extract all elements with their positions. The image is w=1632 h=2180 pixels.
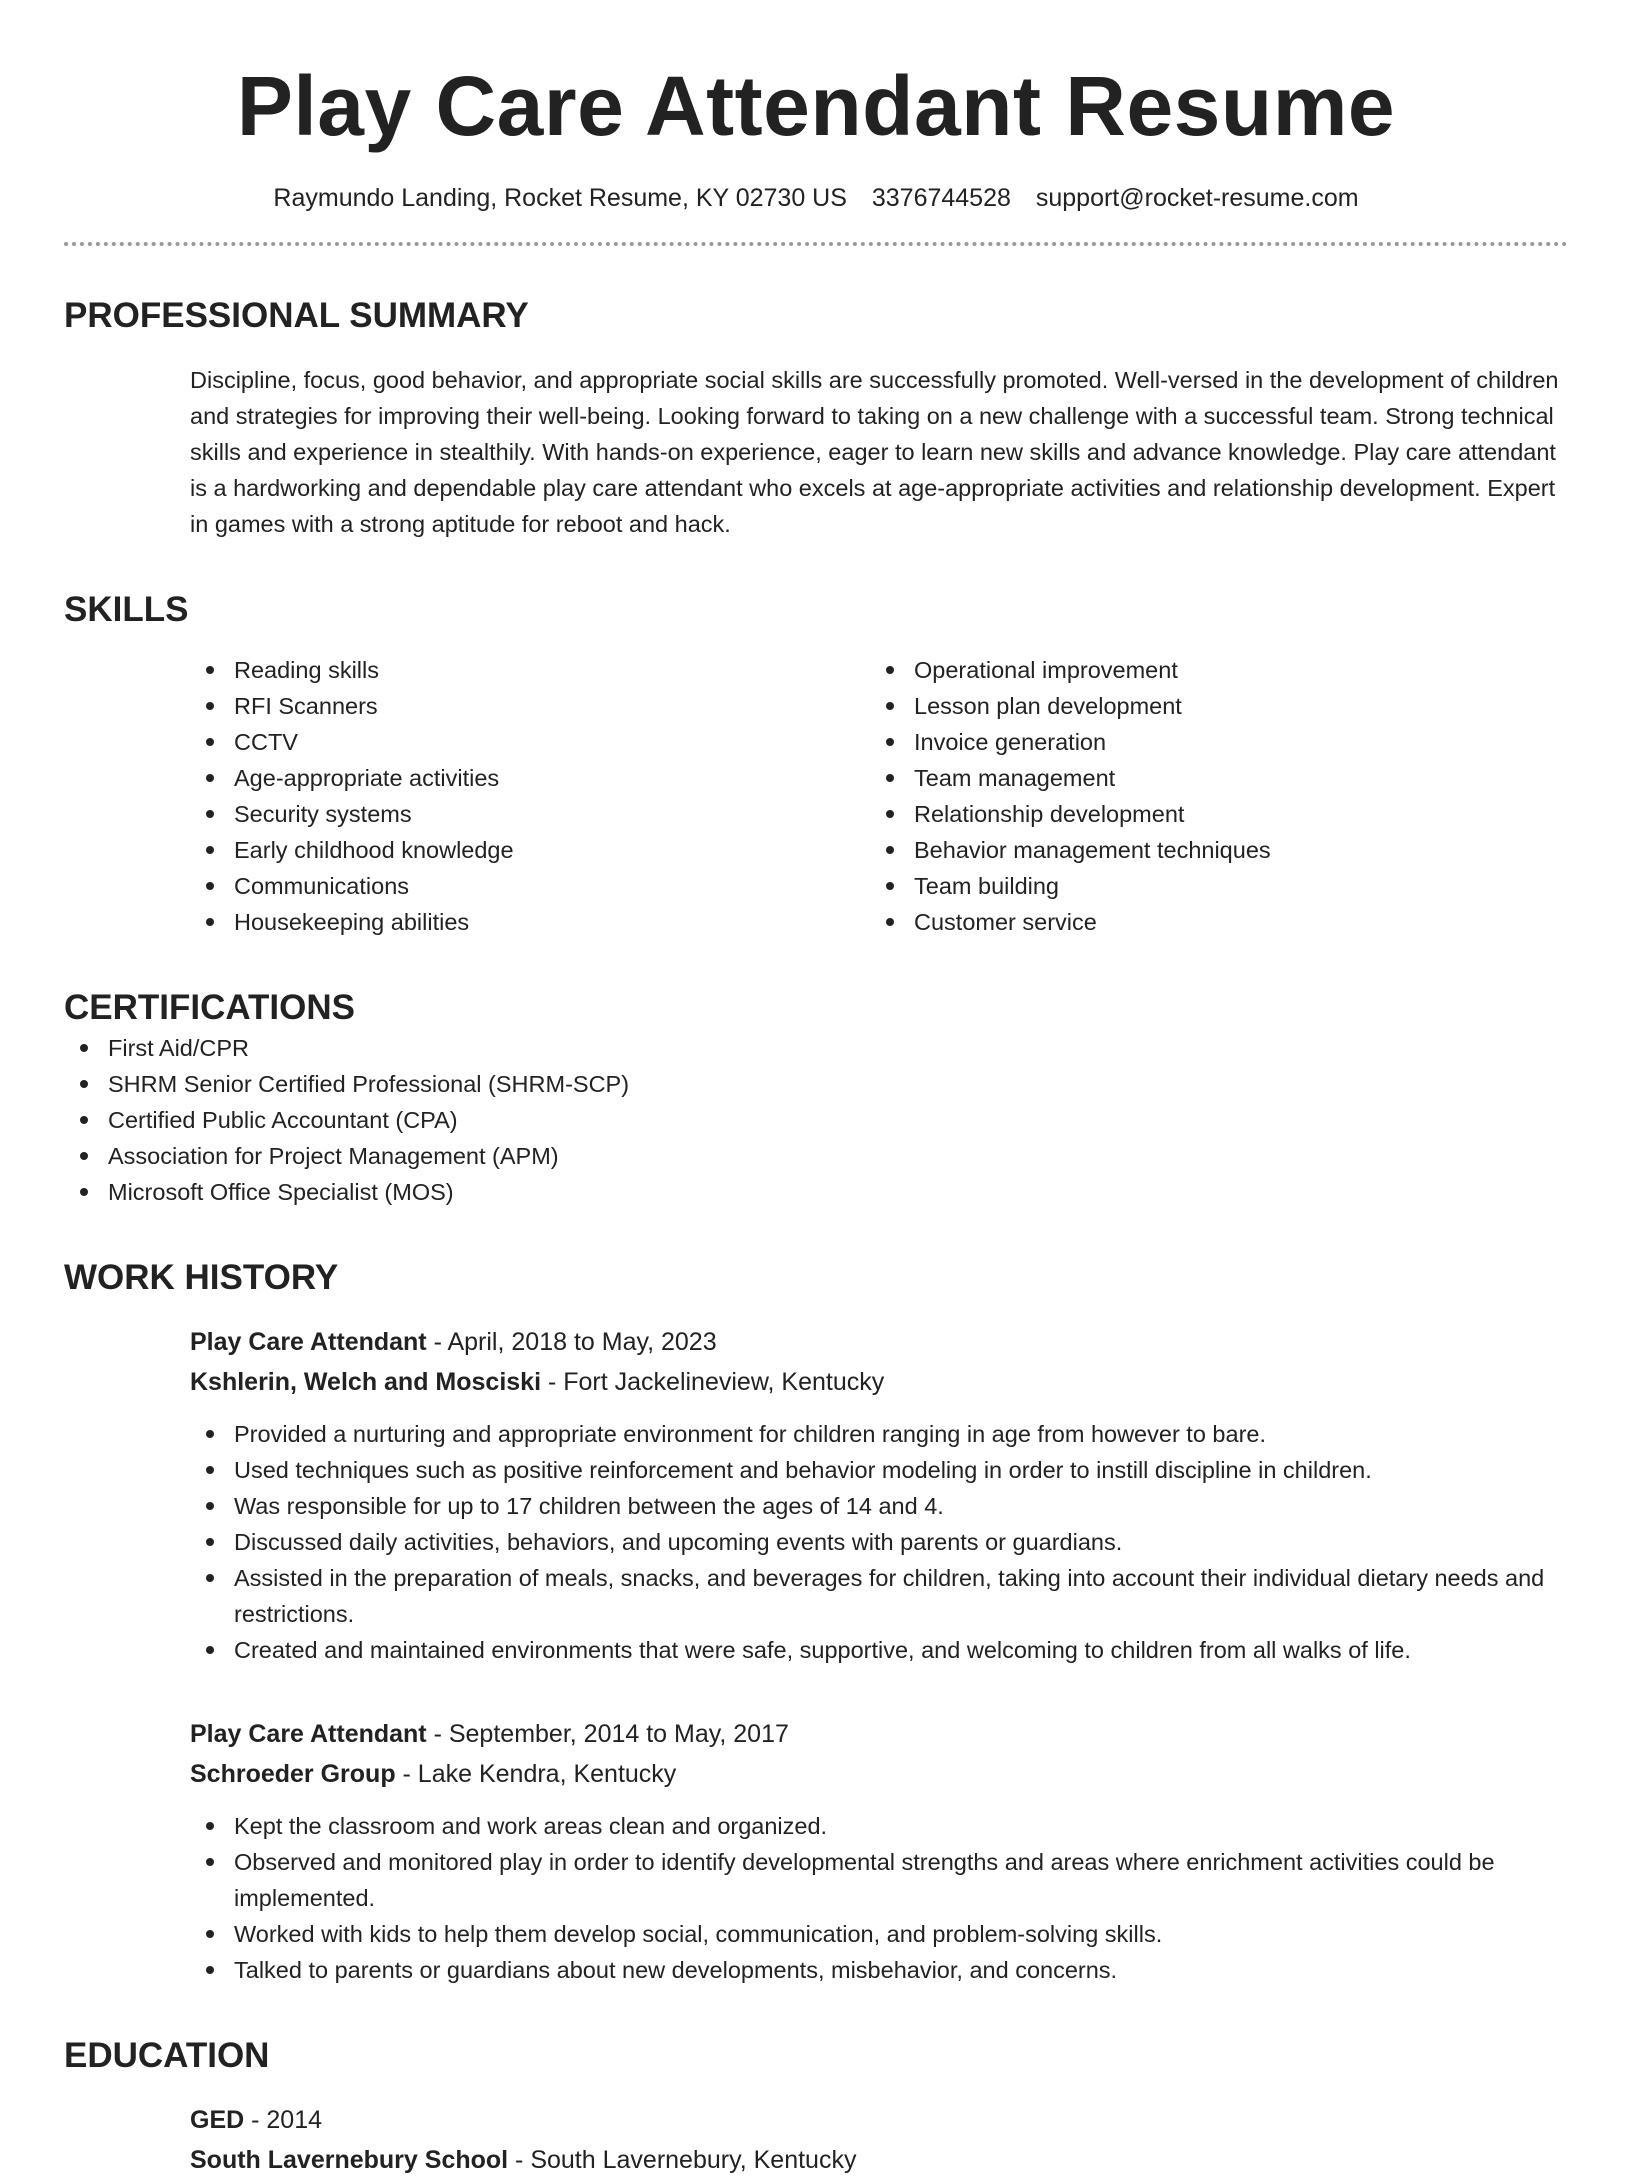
job-duty: Was responsible for up to 17 children between the ages of 14 and 4. — [190, 1488, 1568, 1524]
skill-item: Age-appropriate activities — [190, 760, 870, 796]
job-duty: Used techniques such as positive reinforcement and behavior modeling in order to instill discipline in children. — [190, 1452, 1568, 1488]
skill-item: Security systems — [190, 796, 870, 832]
job-company: Kshlerin, Welch and Mosciski — [190, 1368, 542, 1396]
job-location: - Fort Jackelineview, Kentucky — [541, 1368, 885, 1396]
job-title-line — [190, 1322, 1568, 1362]
skills-column-left — [190, 652, 870, 940]
skill-item: Behavior management techniques — [870, 832, 1550, 868]
education-school-line — [190, 2140, 1568, 2180]
education-location: - South Lavernebury, Kentucky — [508, 2146, 857, 2174]
job-role: Play Care Attendant — [190, 1720, 427, 1748]
skill-item: RFI Scanners — [190, 688, 870, 724]
resume-title: Play Care Attendant Resume — [236, 59, 1396, 153]
skill-item: Relationship development — [870, 796, 1550, 832]
job-duties-list — [190, 1416, 1568, 1668]
work-history-section — [64, 1256, 1568, 1988]
job-entry — [190, 1714, 1568, 1988]
skill-item: Housekeeping abilities — [190, 904, 870, 940]
job-company-line — [190, 1362, 1568, 1402]
job-location: - Lake Kendra, Kentucky — [395, 1760, 677, 1788]
work-history-heading: WORK HISTORY — [64, 1258, 339, 1297]
skills-column-right — [870, 652, 1550, 940]
job-title-line — [190, 1714, 1568, 1754]
job-entry — [190, 1322, 1568, 1668]
job-company-line — [190, 1754, 1568, 1794]
education-year: - 2014 — [244, 2106, 323, 2134]
job-company: Schroeder Group — [190, 1760, 396, 1788]
certification-item: Association for Project Management (APM) — [64, 1138, 1568, 1174]
skill-item: Team building — [870, 868, 1550, 904]
job-dates: - September, 2014 to May, 2017 — [426, 1720, 789, 1748]
skill-item: Communications — [190, 868, 870, 904]
skill-item: Team management — [870, 760, 1550, 796]
certification-item: Certified Public Accountant (CPA) — [64, 1102, 1568, 1138]
job-duty: Provided a nurturing and appropriate environment for children ranging in age from however to bare. — [190, 1416, 1568, 1452]
certifications-section — [64, 986, 1568, 1210]
skills-heading: SKILLS — [64, 590, 189, 629]
education-school: South Lavernebury School — [190, 2146, 509, 2174]
skill-item: Early childhood knowledge — [190, 832, 870, 868]
skill-item: Customer service — [870, 904, 1550, 940]
education-degree: GED — [190, 2106, 245, 2134]
skill-item: Invoice generation — [870, 724, 1550, 760]
job-role: Play Care Attendant — [190, 1328, 427, 1356]
education-section — [64, 2034, 1568, 2180]
job-duty: Discussed daily activities, behaviors, and upcoming events with parents or guardians. — [190, 1524, 1568, 1560]
skill-item: Lesson plan development — [870, 688, 1550, 724]
certification-item: First Aid/CPR — [64, 1030, 1568, 1066]
certifications-heading: CERTIFICATIONS — [64, 988, 356, 1027]
job-duty: Kept the classroom and work areas clean and organized. — [190, 1808, 1568, 1844]
skills-section — [64, 588, 1568, 940]
skills-grid — [190, 652, 1568, 940]
certifications-list — [64, 1030, 1568, 1210]
contact-line — [64, 182, 1568, 214]
job-dates: - April, 2018 to May, 2023 — [426, 1328, 717, 1356]
certification-item: Microsoft Office Specialist (MOS) — [64, 1174, 1568, 1210]
education-entry — [190, 2100, 1568, 2180]
job-duty: Observed and monitored play in order to identify developmental strengths and areas where enrichment activities could be implemented. — [190, 1844, 1568, 1916]
job-duties-list — [190, 1808, 1568, 1988]
job-duty: Created and maintained environments that were safe, supportive, and welcoming to children from all walks of life. — [190, 1632, 1568, 1668]
skill-item: Operational improvement — [870, 652, 1550, 688]
job-duty: Worked with kids to help them develop social, communication, and problem-solving skills. — [190, 1916, 1568, 1952]
education-degree-line — [190, 2100, 1568, 2140]
summary-text: Discipline, focus, good behavior, and appropriate social skills are successfully promoted. Well-versed in the development of children and strategies for improving their well-being. Looking forward to taking on a new challenge with a successful team. Strong technical skills and experience in stealthily. With hands-on experience, eager to learn new skills and advance knowledge. Play care attendant is a hardworking and dependable play care attendant who excels at age-appropriate activities and relationship development. Expert in games with a strong aptitude for reboot and hack. — [190, 367, 1559, 537]
summary-heading: PROFESSIONAL SUMMARY — [64, 296, 529, 335]
education-heading: EDUCATION — [64, 2036, 270, 2075]
skill-item: Reading skills — [190, 652, 870, 688]
skill-item: CCTV — [190, 724, 870, 760]
header-divider — [64, 242, 1568, 246]
summary-section — [64, 294, 1568, 542]
certification-item: SHRM Senior Certified Professional (SHRM-SCP) — [64, 1066, 1568, 1102]
job-duty: Talked to parents or guardians about new developments, misbehavior, and concerns. — [190, 1952, 1568, 1988]
contact-phone: 3376744528 — [871, 184, 1011, 212]
contact-address: Raymundo Landing, Rocket Resume, KY 02730 US — [273, 184, 847, 212]
contact-email: support@rocket-resume.com — [1035, 184, 1359, 212]
job-duty: Assisted in the preparation of meals, snacks, and beverages for children, taking into account their individual dietary needs and restrictions. — [190, 1560, 1568, 1632]
